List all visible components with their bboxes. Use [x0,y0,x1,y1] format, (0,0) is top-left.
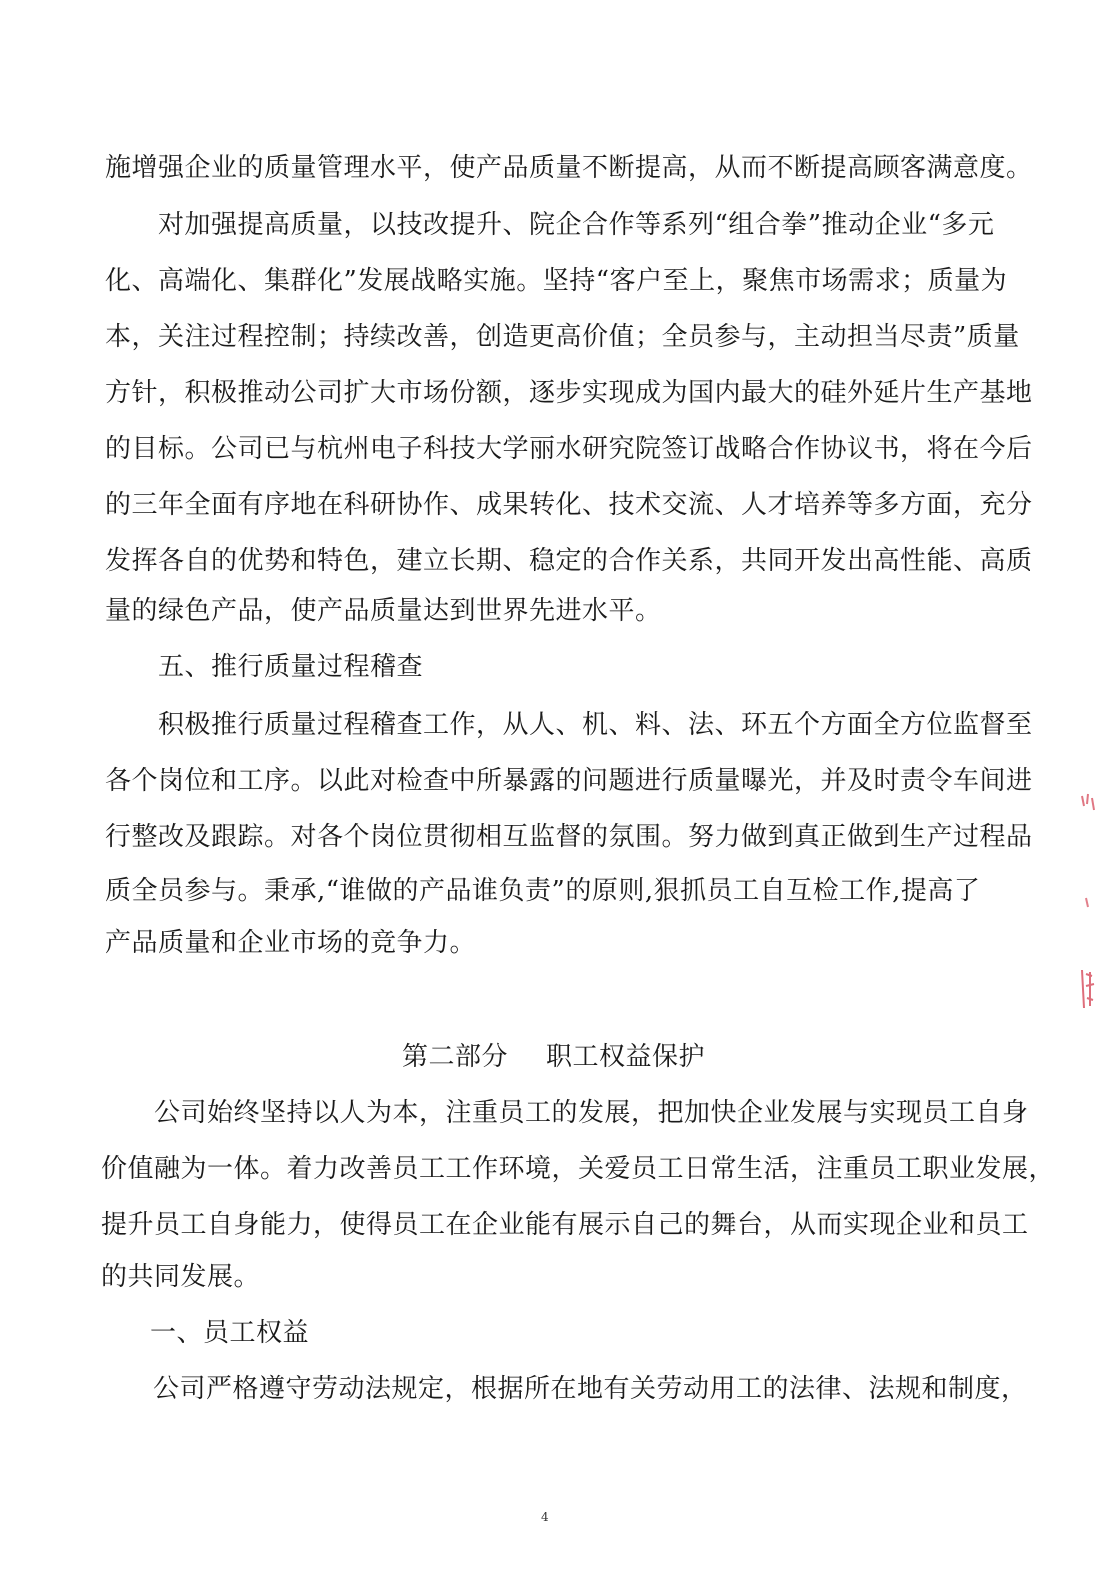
paragraph-d-line-1: 公司始终坚持以人为本，注重员工的发展，把加快企业发展与实现员工自身 [154,1098,1029,1128]
seal-fragment-top [1078,792,1098,822]
part-two-title: 职工权益保护 [546,1042,706,1072]
paragraph-e-line-1: 公司严格遵守劳动法规定，根据所在地有关劳动用工的法律、法规和制度， [153,1374,1028,1404]
paragraph-c-line-1: 积极推行质量过程稽查工作，从人、机、料、法、环五个方面全方位监督至 [158,710,1033,740]
paragraph-d-line-2: 价值融为一体。着力改善员工工作环境，关爱员工日常生活，注重员工职业发展， [101,1154,1056,1184]
seal-fragment-bottom [1078,964,1098,1014]
paragraph-c-line-4: 质全员参与。秉承,“谁做的产品谁负责”的原则,狠抓员工自互检工作,提高了 [105,876,981,906]
seal-fragment-middle [1078,895,1098,911]
part-two-label: 第二部分 [402,1042,509,1072]
paragraph-b-line-2: 化、高端化、集群化”发展战略实施。坚持“客户至上，聚焦市场需求；质量为 [105,266,1008,296]
paragraph-c-line-2: 各个岗位和工序。以此对检查中所暴露的问题进行质量曝光，并及时责令车间进 [105,766,1033,796]
section-heading-five: 五、推行质量过程稽查 [158,652,424,682]
page-number: 4 [541,1510,549,1524]
paragraph-c-line-3: 行整改及跟踪。对各个岗位贯彻相互监督的氛围。努力做到真正做到生产过程品 [105,822,1033,852]
paragraph-b-line-4: 方针，积极推动公司扩大市场份额，逐步实现成为国内最大的硅外延片生产基地 [105,378,1033,408]
paragraph-d-line-4: 的共同发展。 [101,1262,261,1292]
paragraph-b-line-5: 的目标。公司已与杭州电子科技大学丽水研究院签订战略合作协议书，将在今后 [105,434,1033,464]
paragraph-b-line-3: 本，关注过程控制；持续改善，创造更高价值；全员参与，主动担当尽责”质量 [105,322,1020,352]
paragraph-d-line-3: 提升员工自身能力，使得员工在企业能有展示自己的舞台，从而实现企业和员工 [101,1210,1029,1240]
paragraph-a-line-1: 施增强企业的质量管理水平，使产品质量不断提高，从而不断提高顾客满意度。 [105,153,1033,183]
paragraph-b-line-7: 发挥各自的优势和特色，建立长期、稳定的合作关系，共同开发出高性能、高质 [105,546,1033,576]
paragraph-b-line-6: 的三年全面有序地在科研协作、成果转化、技术交流、人才培养等多方面，充分 [105,490,1033,520]
paragraph-b-line-8: 量的绿色产品，使产品质量达到世界先进水平。 [105,596,662,626]
paragraph-c-line-5: 产品质量和企业市场的竞争力。 [105,928,477,958]
section-heading-one: 一、员工权益 [150,1318,310,1348]
paragraph-b-line-1: 对加强提高质量，以技改提升、院企合作等系列“组合拳”推动企业“多元 [158,210,995,240]
